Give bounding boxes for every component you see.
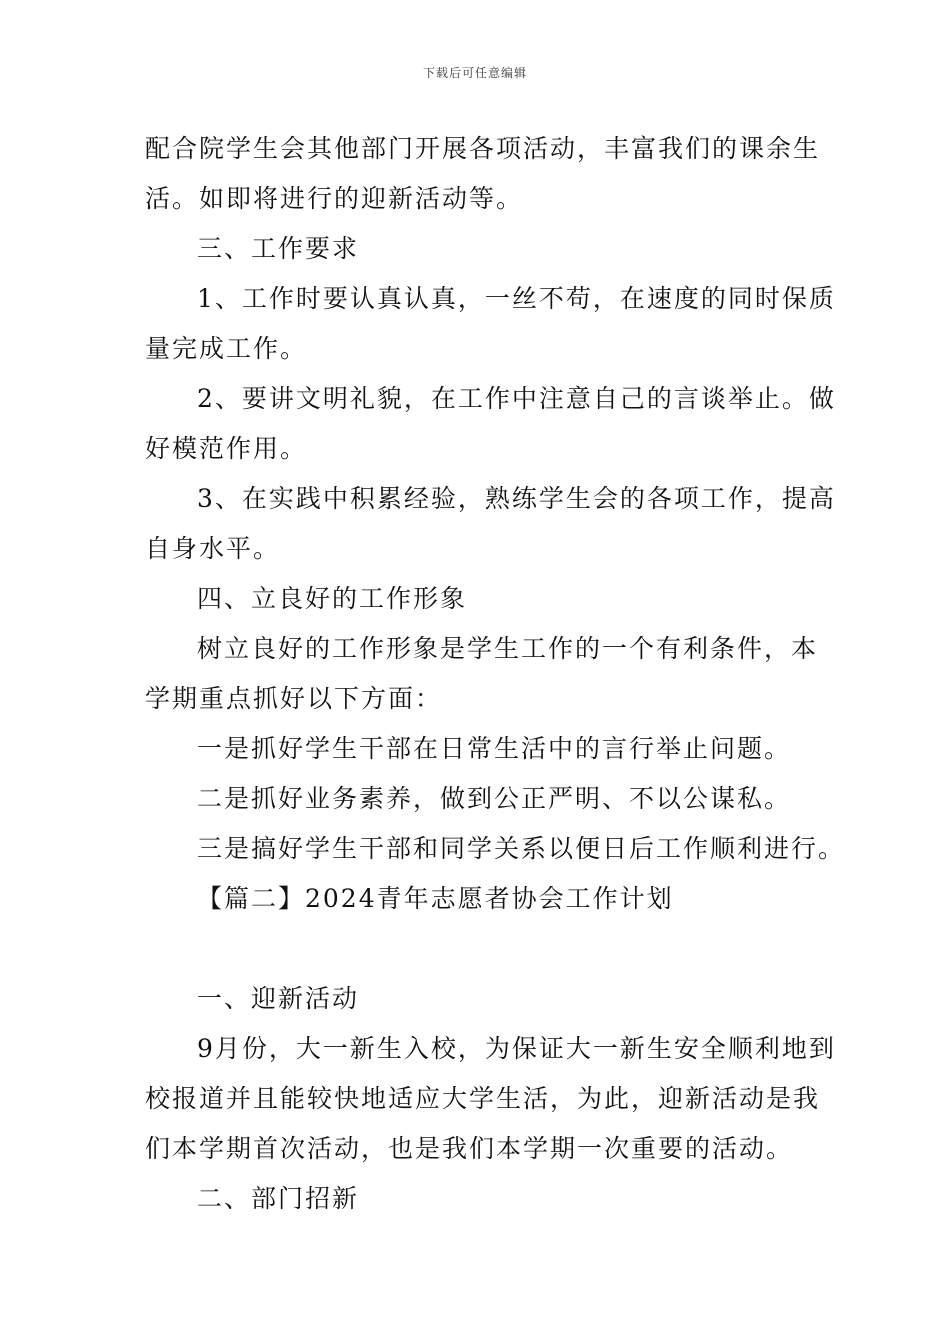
- body-line: 量完成工作。: [145, 334, 308, 363]
- page-header-note: 下载后可任意编辑: [422, 66, 527, 80]
- section-heading: 三、工作要求: [197, 234, 360, 263]
- body-line: 树立良好的工作形象是学生工作的一个有利条件，本: [197, 634, 819, 663]
- section-heading: 四、立良好的工作形象: [197, 584, 468, 613]
- body-line: 们本学期首次活动，也是我们本学期一次重要的活动。: [145, 1134, 794, 1163]
- body-line: 1、工作时要认真认真，一丝不苟，在速度的同时保质: [197, 284, 836, 313]
- body-line: 三是搞好学生干部和同学关系以便日后工作顺利进行。: [197, 834, 846, 863]
- body-line: 好模范作用。: [145, 434, 308, 463]
- chapter-title: 【篇二】2024青年志愿者协会工作计划: [197, 884, 674, 913]
- body-line: 一是抓好学生干部在日常生活中的言行举止问题。: [197, 734, 792, 763]
- section-heading: 一、迎新活动: [197, 984, 360, 1013]
- body-line: 2、要讲文明礼貌，在工作中注意自己的言谈举止。做: [197, 384, 836, 413]
- body-line: 3、在实践中积累经验，熟练学生会的各项工作，提高: [197, 484, 836, 513]
- body-line: 配合院学生会其他部门开展各项活动，丰富我们的课余生: [145, 134, 821, 163]
- document-body: [145, 124, 846, 1224]
- body-line: 自身水平。: [145, 534, 281, 563]
- body-line: 学期重点抓好以下方面：: [145, 684, 443, 713]
- body-line: 二是抓好业务素养，做到公正严明、不以公谋私。: [197, 784, 792, 813]
- body-line: 9月份，大一新生入校，为保证大一新生安全顺利地到: [197, 1034, 836, 1063]
- blank-line: [145, 924, 810, 974]
- body-line: 活。如即将进行的迎新活动等。: [145, 184, 524, 213]
- body-line: 校报道并且能较快地适应大学生活，为此，迎新活动是我: [145, 1084, 821, 1113]
- section-heading: 二、部门招新: [197, 1184, 360, 1213]
